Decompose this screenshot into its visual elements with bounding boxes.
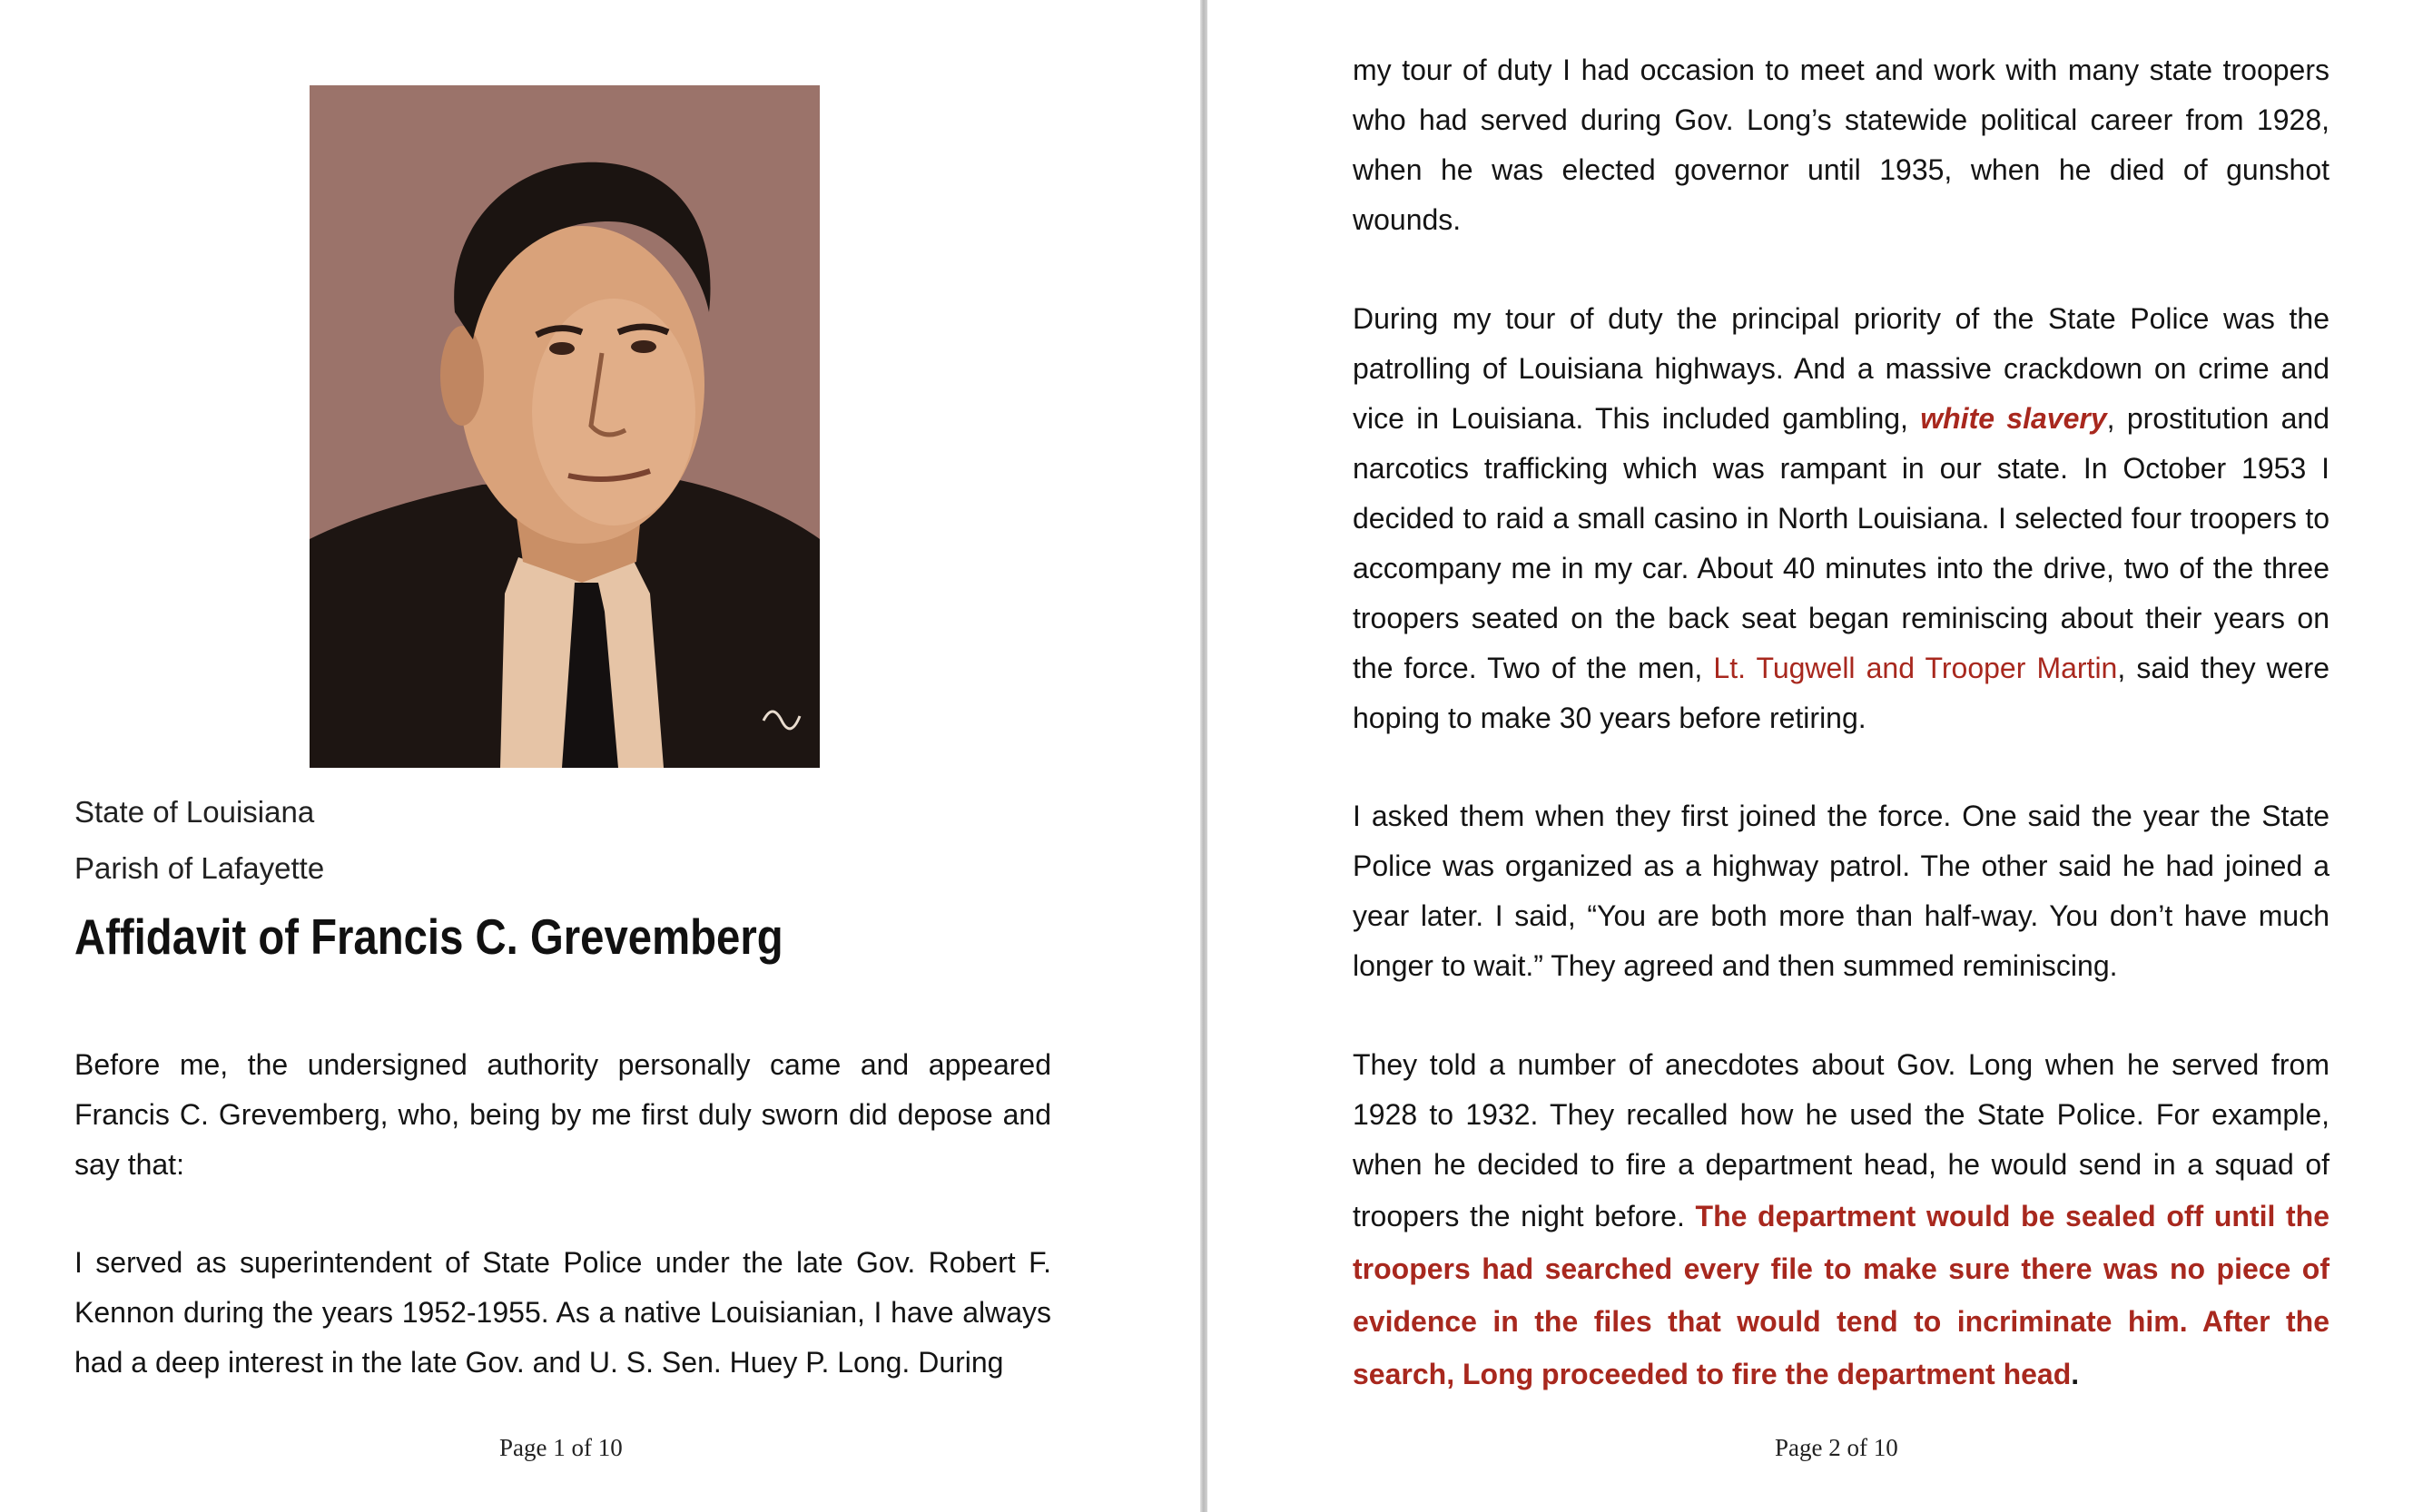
document-title: Affidavit of Francis C. Grevemberg	[74, 908, 783, 965]
paragraph-tour-of-duty: my tour of duty I had occasion to meet and work with many state troopers who had served during Gov. Long’s statewide political career from 1928, when he was elected governor until 1935, when he died of gunshot wounds.	[1353, 54, 2329, 236]
state-line: State of Louisiana	[74, 795, 315, 829]
highlight-trooper-names: Lt. Tugwell and Trooper Martin	[1713, 652, 2118, 684]
highlight-white-slavery: white slavery	[1920, 402, 2107, 435]
portrait-photo	[310, 85, 820, 768]
text-segment: , said they were hoping to make 30 years before retiring.	[1353, 652, 2330, 734]
paragraph-sworn-statement: Before me, the undersigned authority personally came and appeared Francis C. Grevemberg, who, being by me first duly sworn did depose and say that:	[74, 1048, 1051, 1181]
page-divider	[1200, 0, 1207, 1512]
document-page-1	[0, 0, 1200, 1512]
page-number-footer: Page 2 of 10	[1775, 1434, 1898, 1461]
paragraph-superintendent: I served as superintendent of State Police under the late Gov. Robert F. Kennon during the years 1952-1955. As a native Louisianian, I have always had a deep interest in the late Gov. and U. S. Sen. Huey P. Long. During	[74, 1246, 1051, 1379]
text-segment: .	[2071, 1358, 2080, 1390]
text-segment: During my tour of duty the principal priority of the State Police was the patrolling of Louisiana highways. And a massive crackdown on crime and vice in Louisiana. This included gambling,	[1353, 302, 2329, 435]
paragraph-anecdotes	[1353, 1040, 2329, 1400]
text-segment: , prostitution and narcotics trafficking which was rampant in our state. In October 1953 I decided to raid a small casino in North Louisiana. I selected four troopers to accompany me in my car. About 40 minutes into the drive, two of the three troopers seated on the back seat began reminiscing about their years on the force. Two of the men,	[1353, 402, 2330, 684]
text-segment: They told a number of anecdotes about Gov. Long when he served from 1928 to 1932. They recalled how he used the State Police. For example, when he decided to fire a department head, he would send in a squad of troopers the night before.	[1353, 1048, 2329, 1232]
portrait-illustration	[310, 85, 820, 768]
highlight-department-sealed: The department would be sealed off until the troopers had searched every file to make sure there was no piece of evidence in the files that would tend to incriminate him. After the search, Long proceeded to fire the department head	[1353, 1200, 2330, 1390]
paragraph-joined-force: I asked them when they first joined the force. One said the year the State Police was organized as a highway patrol. The other said he had joined a year later. I said, “You are both more than half-way. You don’t have much longer to wait.” They agreed and then summed reminiscing.	[1353, 800, 2329, 982]
page-number-footer: Page 1 of 10	[499, 1434, 623, 1461]
parish-line: Parish of Lafayette	[74, 851, 325, 885]
paragraph-state-police-priority	[1353, 294, 2329, 743]
